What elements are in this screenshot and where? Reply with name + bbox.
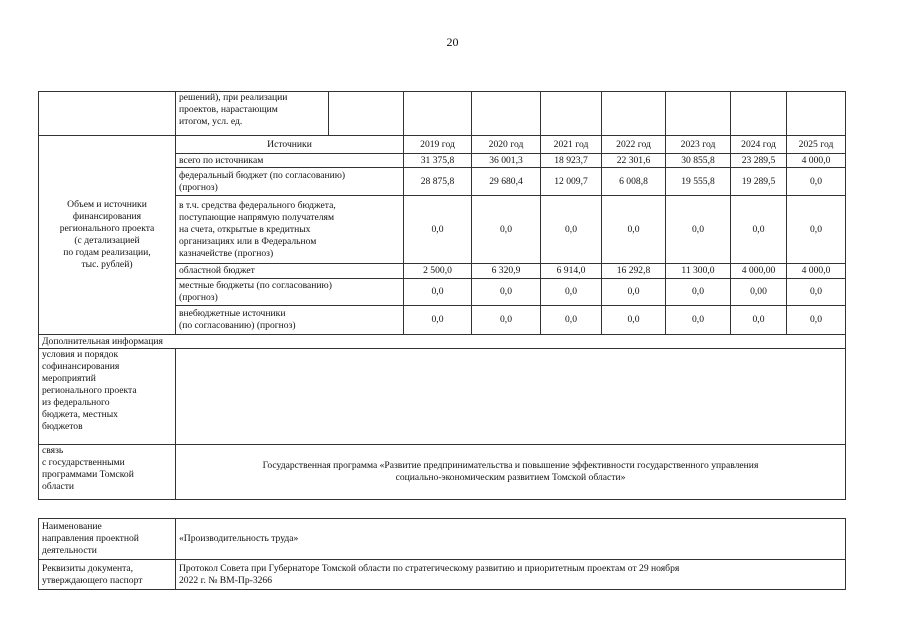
value-cell: 0,0 (731, 196, 787, 264)
cofinancing-row (39, 349, 846, 445)
value-cell: 4 000,00 (731, 264, 787, 279)
value-cell: 19 555,8 (666, 168, 731, 196)
year-header: 2025 год (787, 136, 846, 154)
value-cell: 0,0 (787, 306, 846, 335)
value-cell: 0,0 (472, 196, 541, 264)
value-cell: 12 009,7 (541, 168, 602, 196)
value-cell: 30 855,8 (666, 154, 731, 168)
financing-header-row (39, 136, 846, 154)
value-cell: 11 300,0 (666, 264, 731, 279)
requisites-label: Реквизиты документа, утверждающего паспорт (39, 560, 176, 590)
year-header: 2021 год (541, 136, 602, 154)
value-cell: 0,0 (666, 306, 731, 335)
page-number: 20 (446, 35, 459, 49)
source-label: местные бюджеты (по согласованию) (прогноз) (176, 279, 404, 306)
value-cell: 0,0 (602, 279, 666, 306)
program-link-label: связь с государственными программами Томской области (39, 445, 176, 500)
year-header: 2020 год (472, 136, 541, 154)
additional-info-heading: Дополнительная информация (39, 335, 846, 349)
value-cell: 31 375,8 (404, 154, 472, 168)
value-cell: 0,0 (666, 279, 731, 306)
value-cell: 6 008,8 (602, 168, 666, 196)
value-cell: 0,0 (472, 279, 541, 306)
source-label: внебюджетные источники (по согласованию) (прогноз) (176, 306, 404, 335)
year-header: 2023 год (666, 136, 731, 154)
requisites-value: Протокол Совета при Губернаторе Томской области по стратегическому развитию и приоритетным проектам от 29 ноября 2022 г. № ВМ-Пр-3266 (176, 560, 846, 590)
value-cell: 0,0 (472, 306, 541, 335)
value-cell: 2 500,0 (404, 264, 472, 279)
cofinancing-label: условия и порядок софинансирования мероприятий регионального проекта из федерального бюджета, местных бюджетов (39, 349, 176, 445)
value-cell: 0,0 (404, 279, 472, 306)
value-cell: 29 680,4 (472, 168, 541, 196)
direction-label: Наименование направления проектной деятельности (39, 519, 176, 560)
year-header: 2019 год (404, 136, 472, 154)
value-cell: 19 289,5 (731, 168, 787, 196)
direction-value: «Производительность труда» (176, 519, 846, 560)
year-header: 2024 год (731, 136, 787, 154)
financing-label: Объем и источники финансирования регионального проекта (с детализацией по годам реализации, тыс. рублей) (39, 136, 176, 335)
value-cell: 0,0 (541, 306, 602, 335)
source-label: всего по источникам (176, 154, 404, 168)
value-cell: 0,0 (666, 196, 731, 264)
program-link-value: Государственная программа «Развитие предпринимательства и повышение эффективности государственного управления социально-экономическим развитием Томской области» (176, 445, 846, 500)
value-cell: 0,00 (731, 279, 787, 306)
value-cell: 0,0 (541, 196, 602, 264)
value-cell: 4 000,0 (787, 154, 846, 168)
source-label: в т.ч. средства федерального бюджета, поступающие напрямую получателям на счета, открытые в кредитных организациях или в Федеральном казначействе (прогноз) (176, 196, 404, 264)
value-cell: 6 914,0 (541, 264, 602, 279)
value-cell: 0,0 (787, 279, 846, 306)
year-header: 2022 год (602, 136, 666, 154)
top-fragment-row (39, 92, 846, 136)
cofinancing-value (176, 349, 846, 445)
value-cell: 0,0 (602, 196, 666, 264)
direction-table (38, 518, 846, 590)
source-label: федеральный бюджет (по согласованию) (прогноз) (176, 168, 404, 196)
value-cell: 0,0 (541, 279, 602, 306)
value-cell: 36 001,3 (472, 154, 541, 168)
financing-table (38, 91, 846, 500)
value-cell: 0,0 (404, 306, 472, 335)
source-label: областной бюджет (176, 264, 404, 279)
requisites-row (39, 560, 846, 590)
value-cell: 4 000,0 (787, 264, 846, 279)
value-cell: 0,0 (731, 306, 787, 335)
value-cell: 23 289,5 (731, 154, 787, 168)
sources-header: Источники (176, 136, 404, 154)
value-cell: 6 320,9 (472, 264, 541, 279)
value-cell: 0,0 (787, 196, 846, 264)
top-fragment-label: решений), при реализации проектов, нарастающим итогом, усл. ед. (176, 92, 329, 136)
value-cell: 0,0 (787, 168, 846, 196)
value-cell: 0,0 (404, 196, 472, 264)
value-cell: 22 301,6 (602, 154, 666, 168)
value-cell: 18 923,7 (541, 154, 602, 168)
value-cell: 0,0 (602, 306, 666, 335)
value-cell: 28 875,8 (404, 168, 472, 196)
value-cell: 16 292,8 (602, 264, 666, 279)
program-link-row (39, 445, 846, 500)
additional-info-row (39, 335, 846, 349)
direction-row (39, 519, 846, 560)
